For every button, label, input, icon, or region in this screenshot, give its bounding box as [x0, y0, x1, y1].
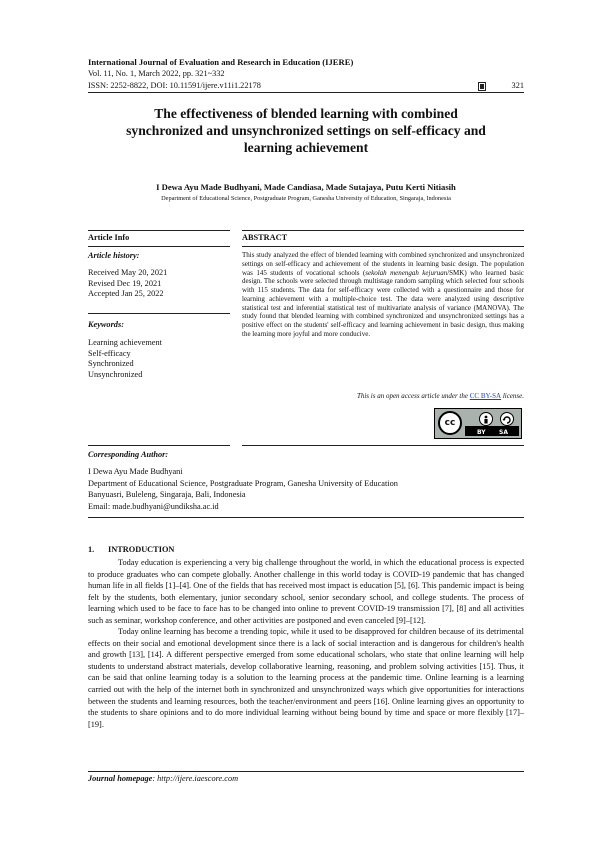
info-bottom-rule [88, 445, 230, 446]
badge-by-label: BY [477, 429, 486, 436]
affiliation: Department of Educational Science, Postgraduate Program, Ganesha University of Education, Singaraja, Indonesia [161, 195, 451, 202]
issn-doi-line [88, 81, 524, 90]
cc-by-sa-badge[interactable] [434, 408, 522, 439]
journal-name: International Journal of Evaluation and Research in Education (IJERE) [88, 57, 354, 67]
open-access-note [242, 392, 524, 400]
oa-text: This is an open access article under the [356, 392, 470, 400]
keyword-list [88, 338, 230, 380]
corresponding-dept: Department of Educational Science, Postgraduate Program, Ganesha University of Education [88, 478, 398, 488]
history-item: Revised Dec 19, 2021 [88, 278, 162, 288]
keyword: Self-efficacy [88, 348, 131, 358]
abstract-sub-rule [242, 246, 524, 247]
cc-icon: cc [438, 411, 462, 435]
journal-homepage: Journal homepage: http://ijere.iaescore.com [88, 774, 239, 783]
abstract-bottom-rule [242, 445, 524, 446]
corresponding-label: Corresponding Author: [88, 450, 169, 459]
corresponding-details [88, 466, 524, 512]
corresponding-name: I Dewa Ayu Made Budhyani [88, 467, 183, 476]
share-alike-icon [500, 412, 514, 426]
keyword: Synchronized [88, 359, 134, 369]
title-line: learning achievement [243, 140, 369, 155]
abstract-text [242, 251, 524, 339]
keyword: Learning achievement [88, 338, 162, 347]
abstract-label: ABSTRACT [242, 233, 288, 242]
corresponding-email: Email: made.budhyani@undiksha.ac.id [88, 501, 219, 511]
section-heading [88, 545, 174, 554]
header-divider [88, 92, 524, 93]
abstract-part: This study analyzed the effect of blended learning with combined synchronized and unsynchronized settings on self-efficacy and achievement of the students in learning basic design. The population was 145 students of vocational schools ( [242, 251, 524, 277]
title-line: synchronized and unsynchronized settings on self-efficacy and [126, 123, 486, 138]
section-number: 1. [88, 545, 95, 554]
cc-license-link[interactable]: CC BY-SA [469, 392, 502, 400]
article-info-label: Article Info [88, 233, 130, 242]
keywords-label: Keywords: [88, 320, 124, 329]
info-sub-rule [88, 313, 230, 314]
corresponding-bottom-rule [88, 517, 524, 518]
history-label: Article history: [88, 251, 140, 260]
keyword: Unsynchronized [88, 369, 143, 379]
info-sub-rule [88, 246, 230, 247]
title-line: The effectiveness of blended learning with combined [154, 106, 458, 121]
abstract-italic: sekolah menengah kejuruan [365, 268, 448, 277]
info-top-rule [88, 230, 230, 231]
page-number: 321 [511, 81, 524, 90]
section-title: INTRODUCTION [108, 545, 175, 554]
cc-badge-bar [465, 426, 519, 436]
oa-text: license. [501, 392, 524, 400]
history-item: Accepted Jan 25, 2022 [88, 289, 164, 299]
homepage-label: Journal homepage [88, 774, 153, 783]
attribution-icon [479, 412, 493, 426]
homepage-url[interactable]: http://ijere.iaescore.com [157, 774, 239, 783]
intro-body [88, 557, 524, 730]
paragraph: Today online learning has become a trending topic, while it used to be disapproved for children because of its detrimental effects on their social and emotional development since there is a lack of social interaction and is dangerous for children's health and growth [13], [14]. A different perspective emerged from some educational scholars, who state that online learning will help students to understand abstract materials, develop collaborative learning, reasoning, and problem solving activities [15]. Thus, it can be said that online learning today is a solution to the learning process at the pandemic time. Online learning is a learning carried out with the help of the internet both in synchronized and unsynchronized ways which give opportunities for interactions between the students and learning resources, both the teacher/environment and peers [16]. Online learning gives an opportunity to the students to share opinions and to do more individual learning without being bound by time and space or more flexibly [17]–[19]. [88, 627, 524, 729]
abstract-top-rule [242, 230, 524, 231]
corresponding-address: Banyuasri, Buleleng, Singaraja, Bali, Indonesia [88, 490, 246, 499]
footer-divider [88, 771, 524, 772]
issn-text: ISSN: 2252-8822, DOI: 10.11591/ijere.v11i1.22178 [88, 81, 261, 90]
history-item: Received May 20, 2021 [88, 268, 168, 277]
abstract-part: /SMK) who learned basic design. The schools were selected through multistage random sampling which selected four schools with 115 students. The data for self-efficacy were collected with a questionnaire and those for learning achievement with a multiple-choice test. The data were analyzed using descriptive statistical test and inferential statistical test of multivariate analysis of variance (MANOVA). The study found that blended learning with combined synchronized and unsynchronized settings has a positive effect on the students' self-efficacy and learning achievement in basic design, thus making the learning more joyful and more conducive. [242, 268, 524, 338]
history-list [88, 268, 230, 300]
volume-line: Vol. 11, No. 1, March 2022, pp. 321~332 [88, 69, 225, 78]
author-list: I Dewa Ayu Made Budhyani, Made Candiasa, Made Sutajaya, Putu Kerti Nitiasih [156, 182, 456, 192]
badge-sa-label: SA [499, 429, 508, 436]
article-title [88, 105, 524, 156]
page-marker-icon [478, 82, 486, 91]
paragraph: Today education is experiencing a very big challenge throughout the world, in which the educational process is expected to produce graduates who can compete globally. Another challenge in this world today is COVID-19 pandemic that has changed human life in all fields [1]–[4]. One of the fields that has received most impact is education [5], [6]. This pandemic impact is being felt by the students, both elementary, junior secondary school, senior secondary school, and college students. The process of learning which used to be face to face has to be changed into online to prevent COVID-19 transmission [7], [8] and all activities such as seminar, workshop conference, and other activities are postponed and even canceled [9]–[12]. [88, 558, 524, 625]
